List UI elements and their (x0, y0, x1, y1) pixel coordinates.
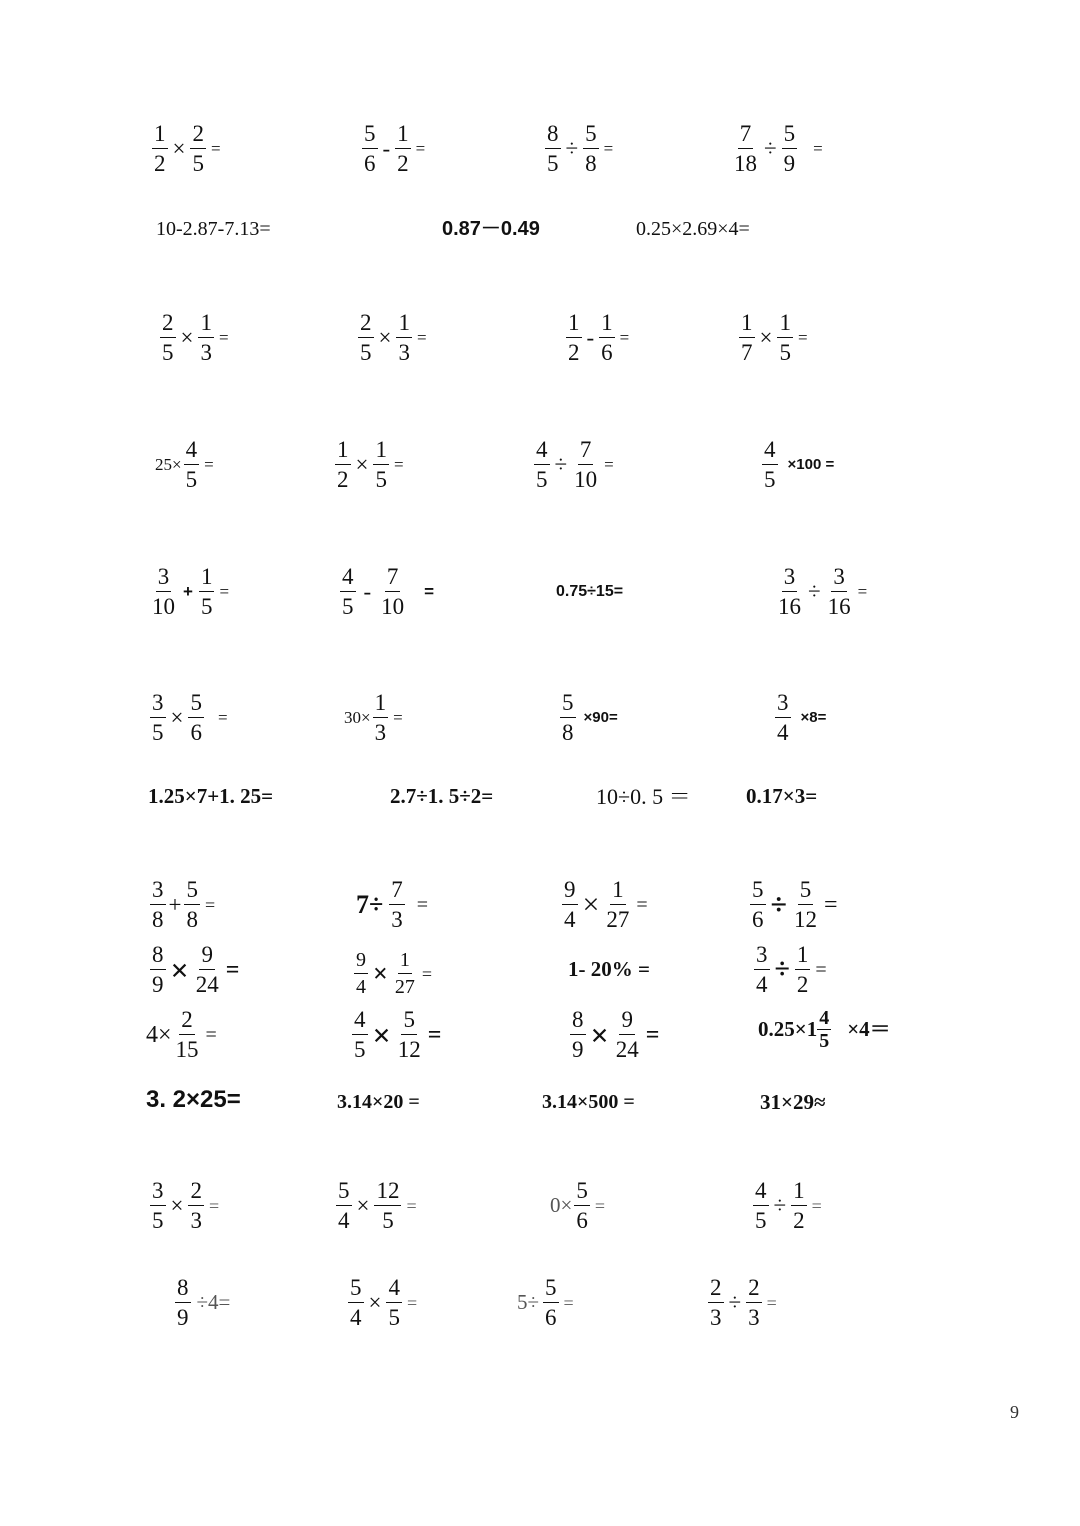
fraction: $\frac{1}{3}$ (398, 310, 410, 365)
fraction: $\frac{5}{8}$ (562, 690, 574, 745)
fraction: $\frac{4}{5}$ (342, 564, 354, 619)
fraction: $\frac{9}{4}$ (356, 949, 366, 998)
problem-r10-c2: $\frac{4}{5}$ × $\frac{5}{12}$ = (354, 1007, 442, 1062)
fraction: $\frac{2}{15}$ (175, 1007, 199, 1062)
problem-r13-c4: $\frac{2}{3}$ ÷ $\frac{2}{3}$ = (710, 1275, 777, 1330)
fraction: $\frac{1}{2}$ (793, 1178, 805, 1233)
fraction: $\frac{2}{5}$ (360, 310, 372, 365)
problem-r1-c1: $\frac{1}{2}$ × $\frac{2}{5}$ = (154, 121, 221, 176)
problem-r5-c2: $\frac{4}{5}$ - $\frac{7}{10}$ = (342, 564, 435, 619)
problem-r8-c4: $\frac{5}{6}$ ÷ $\frac{5}{12}$ = (752, 877, 838, 932)
fraction: $\frac{3}{8}$ (152, 877, 164, 932)
fraction: $\frac{1}{5}$ (375, 437, 387, 492)
problem-r7-c4: 0.17×3= (746, 784, 818, 808)
fraction: $\frac{1}{2}$ (796, 942, 809, 997)
fraction: $\frac{1}{2}$ (337, 437, 349, 492)
problem-r12-c4: $\frac{4}{5}$ ÷ $\frac{1}{2}$ = (755, 1178, 822, 1233)
fraction: $\frac{9}{4}$ (564, 877, 576, 932)
problem-r12-c2: $\frac{5}{4}$ × $\frac{12}{5}$ = (338, 1178, 417, 1233)
fraction: $\frac{5}{6}$ (364, 121, 376, 176)
page-number: 9 (1010, 1402, 1019, 1422)
fraction: $\frac{5}{9}$ (783, 121, 796, 176)
problem-r12-c3: 0× $\frac{5}{6}$ = (550, 1178, 605, 1233)
fraction: $\frac{1}{2}$ (154, 121, 166, 176)
problem-r3-c3: $\frac{1}{2}$ - $\frac{1}{6}$ = (568, 310, 630, 365)
problem-r10-c1: 4× $\frac{2}{15}$ = (146, 1007, 217, 1062)
fraction: $\frac{3}{5}$ (152, 1178, 164, 1233)
problem-r11-c4: 31×29≈ (760, 1090, 826, 1114)
fraction: $\frac{2}{3}$ (748, 1275, 760, 1330)
problem-r11-c2: 3.14×20 = (337, 1091, 420, 1113)
problem-r2-c3: 0.25×2.69×4= (636, 218, 750, 240)
problem-r3-c1: $\frac{2}{5}$ × $\frac{1}{3}$ = (162, 310, 229, 365)
fraction: $\frac{2}{5}$ (162, 310, 174, 365)
fraction: $\frac{1}{6}$ (601, 310, 613, 365)
problem-r13-c1: $\frac{8}{9}$ ÷4= (177, 1275, 231, 1330)
problem-r8-c2: 7÷ $\frac{7}{3}$ = (356, 877, 429, 932)
fraction: $\frac{2}{3}$ (710, 1275, 722, 1330)
fraction: $\frac{1}{2}$ (568, 310, 580, 365)
problem-r4-c4: $\frac{4}{5}$ ×100 = (764, 437, 835, 492)
fraction: $\frac{9}{24}$ (195, 942, 219, 997)
fraction: $\frac{1}{3}$ (200, 310, 212, 365)
fraction: $\frac{7}{3}$ (391, 877, 403, 932)
fraction: $\frac{1}{7}$ (741, 310, 753, 365)
problem-r2-c1: 10-2.87-7.13= (156, 218, 271, 240)
fraction: $\frac{8}{9}$ (177, 1275, 189, 1330)
fraction: $\frac{5}{6}$ (545, 1275, 557, 1330)
problem-r10-c4: 0.25×1 $\frac{4}{5}$ ×4＝ (758, 1007, 891, 1052)
problem-r6-c1: $\frac{3}{5}$ × $\frac{5}{6}$ = (152, 690, 228, 745)
problem-r11-c3: 3.14×500 = (542, 1091, 635, 1113)
fraction: $\frac{8}{9}$ (152, 942, 164, 997)
fraction: $\frac{5}{8}$ (585, 121, 597, 176)
problem-r3-c2: $\frac{2}{5}$ × $\frac{1}{3}$ = (360, 310, 427, 365)
fraction: $\frac{12}{5}$ (376, 1178, 400, 1233)
fraction: $\frac{5}{12}$ (793, 877, 817, 932)
fraction: $\frac{4}{5}$ (388, 1275, 400, 1330)
fraction: $\frac{5}{6}$ (190, 690, 202, 745)
problem-r7-c3: 10÷0. 5 ＝ (596, 784, 691, 809)
fraction: $\frac{5}{12}$ (397, 1007, 421, 1062)
fraction: $\frac{4}{5}$ (764, 437, 776, 492)
fraction: $\frac{5}{8}$ (186, 877, 198, 932)
problem-r9-c4: $\frac{3}{4}$ ÷ $\frac{1}{2}$ = (756, 942, 827, 997)
fraction: $\frac{7}{18}$ (734, 121, 757, 176)
fraction: $\frac{7}{10}$ (381, 564, 405, 619)
fraction: $\frac{3}{10}$ (152, 564, 175, 619)
problem-r5-c1: $\frac{3}{10}$ + $\frac{1}{5}$ = (152, 564, 230, 619)
fraction: $\frac{7}{10}$ (574, 437, 598, 492)
problem-r4-c3: $\frac{4}{5}$ ÷ $\frac{7}{10}$ = (536, 437, 614, 492)
problem-r9-c1: $\frac{8}{9}$ × $\frac{9}{24}$ = (152, 942, 240, 997)
fraction: $\frac{8}{5}$ (547, 121, 559, 176)
fraction: $\frac{4}{5}$ (755, 1178, 767, 1233)
mixed-fraction: $\frac{4}{5}$ (819, 1007, 830, 1052)
fraction: $\frac{4}{5}$ (185, 437, 198, 492)
fraction: $\frac{1}{2}$ (397, 121, 409, 176)
fraction: $\frac{2}{5}$ (192, 121, 204, 176)
fraction: $\frac{3}{16}$ (778, 564, 801, 619)
fraction: $\frac{1}{5}$ (779, 310, 791, 365)
problem-r1-c2: $\frac{5}{6}$ - $\frac{1}{2}$ = (364, 121, 426, 176)
fraction: $\frac{4}{5}$ (536, 437, 548, 492)
fraction: $\frac{5}{4}$ (338, 1178, 350, 1233)
fraction: $\frac{2}{3}$ (190, 1178, 202, 1233)
fraction: $\frac{1}{27}$ (606, 877, 630, 932)
problem-r9-c3: 1- 20% = (568, 957, 650, 981)
problem-r10-c3: $\frac{8}{9}$ × $\frac{9}{24}$ = (572, 1007, 660, 1062)
problem-r5-c3: 0.75÷15= (556, 583, 624, 600)
problem-r12-c1: $\frac{3}{5}$ × $\frac{2}{3}$ = (152, 1178, 220, 1233)
problem-r11-c1: 3. 2×25= (146, 1086, 241, 1113)
fraction: $\frac{1}{5}$ (200, 564, 213, 619)
fraction: $\frac{3}{5}$ (152, 690, 164, 745)
fraction: $\frac{1}{3}$ (374, 690, 387, 745)
problem-r1-c4: $\frac{7}{18}$ ÷ $\frac{5}{9}$ = (734, 121, 823, 176)
problem-r13-c2: $\frac{5}{4}$ × $\frac{4}{5}$ = (350, 1275, 418, 1330)
problem-r9-c2: $\frac{9}{4}$ × $\frac{1}{27}$ = (356, 949, 432, 998)
problem-r5-c4: $\frac{3}{16}$ ÷ $\frac{3}{16}$ = (778, 564, 868, 619)
problem-r7-c2: 2.7÷1. 5÷2= (390, 784, 494, 808)
problem-r3-c4: $\frac{1}{7}$ × $\frac{1}{5}$ = (741, 310, 808, 365)
problem-r4-c1: 25× $\frac{4}{5}$ = (155, 437, 214, 492)
problem-r2-c2: 0.87－0.49 (442, 218, 540, 240)
problem-r6-c4: $\frac{3}{4}$ ×8= (777, 690, 827, 745)
fraction: $\frac{8}{9}$ (572, 1007, 584, 1062)
problem-r7-c1: 1.25×7+1. 25= (148, 784, 274, 808)
problem-r8-c3: $\frac{9}{4}$ × $\frac{1}{27}$ = (564, 877, 648, 932)
problem-r1-c3: $\frac{8}{5}$ ÷ $\frac{5}{8}$ = (547, 121, 614, 176)
problem-r8-c1: $\frac{3}{8}$ + $\frac{5}{8}$ = (152, 877, 216, 932)
fraction: $\frac{3}{16}$ (827, 564, 851, 619)
fraction: $\frac{5}{4}$ (350, 1275, 362, 1330)
fraction: $\frac{5}{6}$ (576, 1178, 588, 1233)
fraction: $\frac{3}{4}$ (777, 690, 789, 745)
fraction: $\frac{5}{6}$ (752, 877, 764, 932)
fraction: $\frac{4}{5}$ (354, 1007, 366, 1062)
fraction: $\frac{9}{24}$ (615, 1007, 639, 1062)
problem-r4-c2: $\frac{1}{2}$ × $\frac{1}{5}$ = (337, 437, 404, 492)
problem-r13-c3: 5÷ $\frac{5}{6}$ = (517, 1275, 574, 1330)
fraction: $\frac{3}{4}$ (756, 942, 768, 997)
fraction: $\frac{1}{27}$ (394, 949, 415, 998)
problem-r6-c2: 30× $\frac{1}{3}$ = (344, 690, 403, 745)
problem-r6-c3: $\frac{5}{8}$ ×90= (562, 690, 618, 745)
